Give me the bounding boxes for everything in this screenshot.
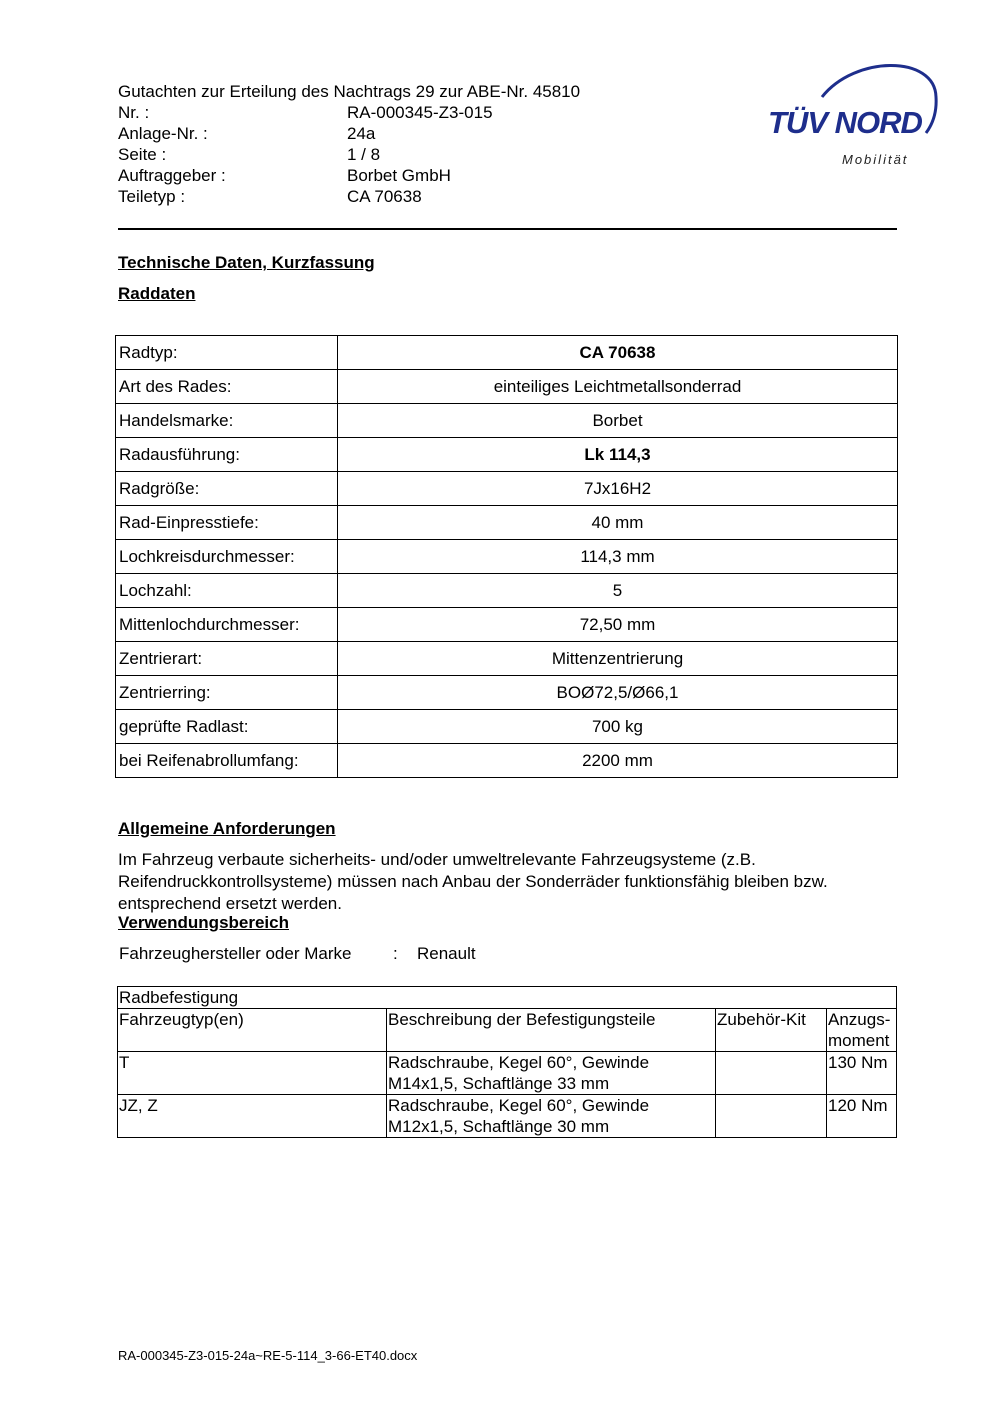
row-label: Radausführung: [116,438,338,472]
logo-brand: TÜV NORD [768,105,922,140]
row-label: Zentrierart: [116,642,338,676]
table-row [116,336,898,370]
table-row [116,710,898,744]
maker-value: Renault [417,944,476,963]
table-row [118,1052,897,1095]
row-label: bei Reifenabrollumfang: [116,744,338,778]
header-row-seite [118,144,718,165]
cell-moment: 130 Nm [827,1052,897,1095]
table-row [116,438,898,472]
row-value: einteiliges Leichtmetallsonderrad [338,370,898,404]
footer-filename: RA-000345-Z3-015-24a~RE-5-114_3-66-ET40.docx [118,1348,418,1363]
heading-raddaten: Raddaten [118,284,196,303]
row-label: Rad-Einpresstiefe: [116,506,338,540]
column-header: Zubehör-Kit [716,1009,827,1052]
row-value: 7Jx16H2 [338,472,898,506]
table-header-row [118,1009,897,1052]
header-row-auftraggeber [118,165,718,186]
radbefestigung-table [117,986,897,1138]
raddaten-table [115,335,898,778]
column-header: Anzugs- moment [827,1009,897,1052]
document-header [118,81,718,207]
header-row-anlage [118,123,718,144]
row-value: 5 [338,574,898,608]
maker-colon: : [393,944,398,963]
row-value: 700 kg [338,710,898,744]
row-label: Handelsmarke: [116,404,338,438]
cell-typ: JZ, Z [118,1095,387,1138]
row-value: Mittenzentrierung [338,642,898,676]
table-row [116,608,898,642]
header-value: 24a [347,124,376,143]
table-row [116,540,898,574]
header-label: Seite : [118,145,167,164]
document-title: Gutachten zur Erteilung des Nachtrags 29 zur ABE-Nr. 45810 [118,82,581,101]
maker-label: Fahrzeughersteller oder Marke [119,944,352,963]
table-row [116,744,898,778]
table-row [118,1095,897,1138]
header-value: CA 70638 [347,187,422,206]
row-label: Zentrierring: [116,676,338,710]
table-title: Radbefestigung [118,987,897,1009]
cell-beschreibung: Radschraube, Kegel 60°, Gewinde M12x1,5, Schaftlänge 30 mm [387,1095,716,1138]
heading-verwendungsbereich: Verwendungsbereich [118,913,289,932]
header-row-nr [118,102,718,123]
table-row [116,506,898,540]
heading-allgemeine-anforderungen: Allgemeine Anforderungen [118,819,336,838]
header-row-teiletyp [118,186,718,207]
row-value: BOØ72,5/Ø66,1 [338,676,898,710]
row-label: Mittenlochdurchmesser: [116,608,338,642]
table-row [116,472,898,506]
table-row [116,574,898,608]
cell-moment: 120 Nm [827,1095,897,1138]
row-value: Lk 114,3 [338,438,898,472]
row-value: 114,3 mm [338,540,898,574]
header-label: Anlage-Nr. : [118,124,208,143]
row-label: Radtyp: [116,336,338,370]
table-title-row [118,987,897,1009]
row-label: Art des Rades: [116,370,338,404]
tuev-nord-logo [760,55,950,175]
row-value: 72,50 mm [338,608,898,642]
vehicle-maker-line [119,944,476,964]
header-value: RA-000345-Z3-015 [347,103,493,122]
table-row [116,370,898,404]
row-label: geprüfte Radlast: [116,710,338,744]
row-label: Lochzahl: [116,574,338,608]
row-value: CA 70638 [338,336,898,370]
table-row [116,676,898,710]
header-label: Teiletyp : [118,187,186,206]
header-label: Auftraggeber : [118,166,226,185]
column-header: Beschreibung der Befestigungsteile [387,1009,716,1052]
cell-beschreibung: Radschraube, Kegel 60°, Gewinde M14x1,5, Schaftlänge 33 mm [387,1052,716,1095]
allgemeine-anforderungen-text: Im Fahrzeug verbaute sicherheits- und/oder umweltrelevante Fahrzeugsysteme (z.B. Reifendruckkontrollsysteme) müssen nach Anbau der Sonderräder funktionsfähig bleiben bzw. entsprechend ersetzt werden. [118,850,828,913]
row-value: 2200 mm [338,744,898,778]
cell-typ: T [118,1052,387,1095]
table-row [116,642,898,676]
column-header: Fahrzeugtyp(en) [118,1009,387,1052]
row-value: Borbet [338,404,898,438]
row-label: Radgröße: [116,472,338,506]
row-label: Lochkreisdurchmesser: [116,540,338,574]
table-row [116,404,898,438]
heading-technische-daten: Technische Daten, Kurzfassung [118,253,375,272]
header-label: Nr. : [118,103,150,122]
header-divider [118,228,897,230]
row-value: 40 mm [338,506,898,540]
header-value: Borbet GmbH [347,166,451,185]
header-value: 1 / 8 [347,145,381,164]
cell-kit [716,1052,827,1095]
cell-kit [716,1095,827,1138]
logo-subtitle: Mobilität [842,152,909,167]
